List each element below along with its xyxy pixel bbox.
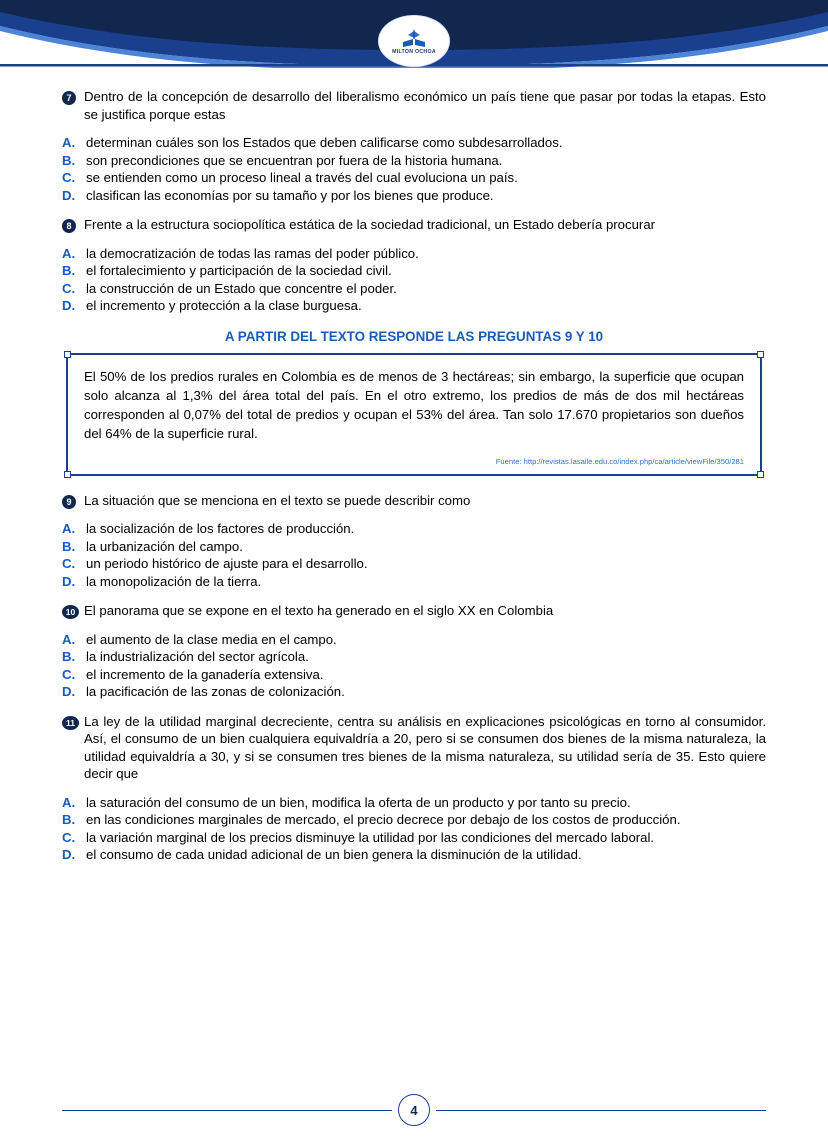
question-number: 9 xyxy=(62,492,84,509)
options-list xyxy=(62,794,766,864)
question-text: Dentro de la concepción de desarrollo del liberalismo económico un país tiene que pasar por todas la etapas. Esto se justifica porque estas xyxy=(84,89,766,122)
option-b[interactable] xyxy=(62,152,766,170)
option-letter: C. xyxy=(62,829,76,845)
section-title: A PARTIR DEL TEXTO RESPONDE LAS PREGUNTAS 9 Y 10 xyxy=(224,328,604,344)
option-letter: A. xyxy=(62,521,76,536)
option-c[interactable] xyxy=(62,280,766,298)
option-text: clasifican las economías por su tamaño y por los bienes que produce. xyxy=(86,187,494,203)
option-d[interactable] xyxy=(62,683,766,701)
footer-rule-left xyxy=(62,1110,392,1111)
option-text: en las condiciones marginales de mercado, el precio decrece por debajo de los costos de producción. xyxy=(86,812,681,827)
option-a[interactable] xyxy=(62,631,766,649)
options-list xyxy=(62,245,766,315)
option-letter: B. xyxy=(62,812,76,827)
question-number: 10 xyxy=(62,602,84,619)
option-letter: C. xyxy=(62,666,76,682)
option-letter: C. xyxy=(62,556,76,571)
option-letter: B. xyxy=(62,649,76,664)
option-letter: D. xyxy=(62,298,76,313)
question-stem-row xyxy=(62,88,766,123)
corner-marker-top-right xyxy=(757,351,764,358)
option-text: la construcción de un Estado que concentre el poder. xyxy=(86,280,397,296)
option-b[interactable] xyxy=(62,262,766,280)
option-a[interactable] xyxy=(62,245,766,263)
option-letter: D. xyxy=(62,684,76,699)
option-text: el consumo de cada unidad adicional de un bien genera la disminución de la utilidad. xyxy=(86,847,582,862)
options-list xyxy=(62,134,766,204)
reading-passage-source: Fuente: http://revistas.lasalle.edu.co/index.php/ca/article/viewFile/350/281 xyxy=(495,456,744,466)
options-list xyxy=(62,520,766,590)
option-letter: B. xyxy=(62,538,76,554)
option-text: la industrialización del sector agrícola. xyxy=(86,649,309,664)
question-stem-row xyxy=(62,713,766,783)
question-block-9 xyxy=(62,492,766,591)
question-text: Frente a la estructura sociopolítica estática de la sociedad tradicional, un Estado debería procurar xyxy=(84,217,656,232)
option-text: el incremento de la ganadería extensiva. xyxy=(86,666,324,682)
option-d[interactable] xyxy=(62,846,766,864)
question-text: La situación que se menciona en el texto se puede describir como xyxy=(84,492,471,508)
option-text: son precondiciones que se encuentran por fuera de la historia humana. xyxy=(86,152,503,168)
option-c[interactable] xyxy=(62,829,766,847)
option-c[interactable] xyxy=(62,555,766,573)
page-header xyxy=(0,0,828,68)
logo-text: MILTON OCHOA xyxy=(392,48,436,55)
option-letter: D. xyxy=(62,847,76,862)
options-list xyxy=(62,631,766,701)
question-block-10 xyxy=(62,602,766,701)
option-d[interactable] xyxy=(62,573,766,591)
option-letter: B. xyxy=(62,152,76,168)
reading-passage xyxy=(66,353,762,476)
question-block-7 xyxy=(62,88,766,204)
option-text: la urbanización del campo. xyxy=(86,538,243,554)
page-footer xyxy=(0,1094,828,1126)
option-text: un periodo histórico de ajuste para el desarrollo. xyxy=(86,556,368,571)
option-text: la monopolización de la tierra. xyxy=(86,573,262,589)
footer-rule-right xyxy=(436,1110,766,1111)
option-text: determinan cuáles son los Estados que deben calificarse como subdesarrollados. xyxy=(86,135,563,150)
option-text: la saturación del consumo de un bien, modifica la oferta de un producto y por tanto su precio. xyxy=(86,794,631,810)
option-d[interactable] xyxy=(62,297,766,315)
option-letter: A. xyxy=(62,631,76,647)
option-a[interactable] xyxy=(62,520,766,538)
option-letter: B. xyxy=(62,263,76,278)
question-stem-row xyxy=(62,216,766,234)
option-text: el aumento de la clase media en el campo. xyxy=(86,631,337,647)
question-block-8 xyxy=(62,216,766,315)
question-number: 11 xyxy=(62,713,84,730)
reading-passage-box xyxy=(66,353,762,476)
page-number: 4 xyxy=(398,1094,430,1126)
option-letter: A. xyxy=(62,135,76,150)
question-stem-row xyxy=(62,492,766,510)
corner-marker-bottom-left xyxy=(64,471,71,478)
option-letter: C. xyxy=(62,170,76,185)
option-text: la democratización de todas las ramas del poder público. xyxy=(86,245,419,261)
option-letter: D. xyxy=(62,573,76,589)
option-letter: A. xyxy=(62,245,76,261)
option-letter: A. xyxy=(62,794,76,810)
option-d[interactable] xyxy=(62,187,766,205)
reading-passage-text: El 50% de los predios rurales en Colombia es de menos de 3 hectáreas; sin embargo, la superficie que ocupan solo alcanza al 1,3% del área total del país. En el otro extremo, los predios de más de dos mil hectáreas corresponden al 0,07% del total de predios y ocupan el 53% del área. Tan solo 17.670 propietarios son dueños del 64% de la superficie rural. xyxy=(84,368,744,441)
question-text: La ley de la utilidad marginal decreciente, centra su análisis en explicaciones psicológicas en torno al consumidor. Así, el consumo de un bien cualquiera equivaldría a 20, pero si se consumen dos bienes de la misma naturaleza, la utilidad equivaldría a 30, y si se consumen tres bienes de la misma naturaleza, su utilidad sería de 35. Esto quiere decir que xyxy=(84,713,766,781)
question-text: El panorama que se expone en el texto ha generado en el siglo XX en Colombia xyxy=(84,603,554,618)
question-block-11 xyxy=(62,713,766,864)
school-logo xyxy=(379,16,449,66)
book-icon xyxy=(401,28,427,48)
question-number: 7 xyxy=(62,88,84,105)
option-text: la variación marginal de los precios disminuye la utilidad por las condiciones del mercado laboral. xyxy=(86,829,655,845)
option-text: la pacificación de las zonas de colonización. xyxy=(86,684,345,699)
option-b[interactable] xyxy=(62,811,766,829)
option-a[interactable] xyxy=(62,794,766,812)
option-letter: D. xyxy=(62,187,76,203)
option-b[interactable] xyxy=(62,538,766,556)
option-text: se entienden como un proceso lineal a través del cual evoluciona un país. xyxy=(86,170,518,185)
page-content xyxy=(0,68,828,864)
option-a[interactable] xyxy=(62,134,766,152)
question-number: 8 xyxy=(62,216,84,233)
question-stem-row xyxy=(62,602,766,620)
option-letter: C. xyxy=(62,280,76,296)
option-c[interactable] xyxy=(62,666,766,684)
option-text: el incremento y protección a la clase burguesa. xyxy=(86,298,362,313)
corner-marker-bottom-right xyxy=(757,471,764,478)
option-text: la socialización de los factores de producción. xyxy=(86,521,355,536)
option-text: el fortalecimiento y participación de la sociedad civil. xyxy=(86,263,392,278)
corner-marker-top-left xyxy=(64,351,71,358)
option-b[interactable] xyxy=(62,648,766,666)
option-c[interactable] xyxy=(62,169,766,187)
